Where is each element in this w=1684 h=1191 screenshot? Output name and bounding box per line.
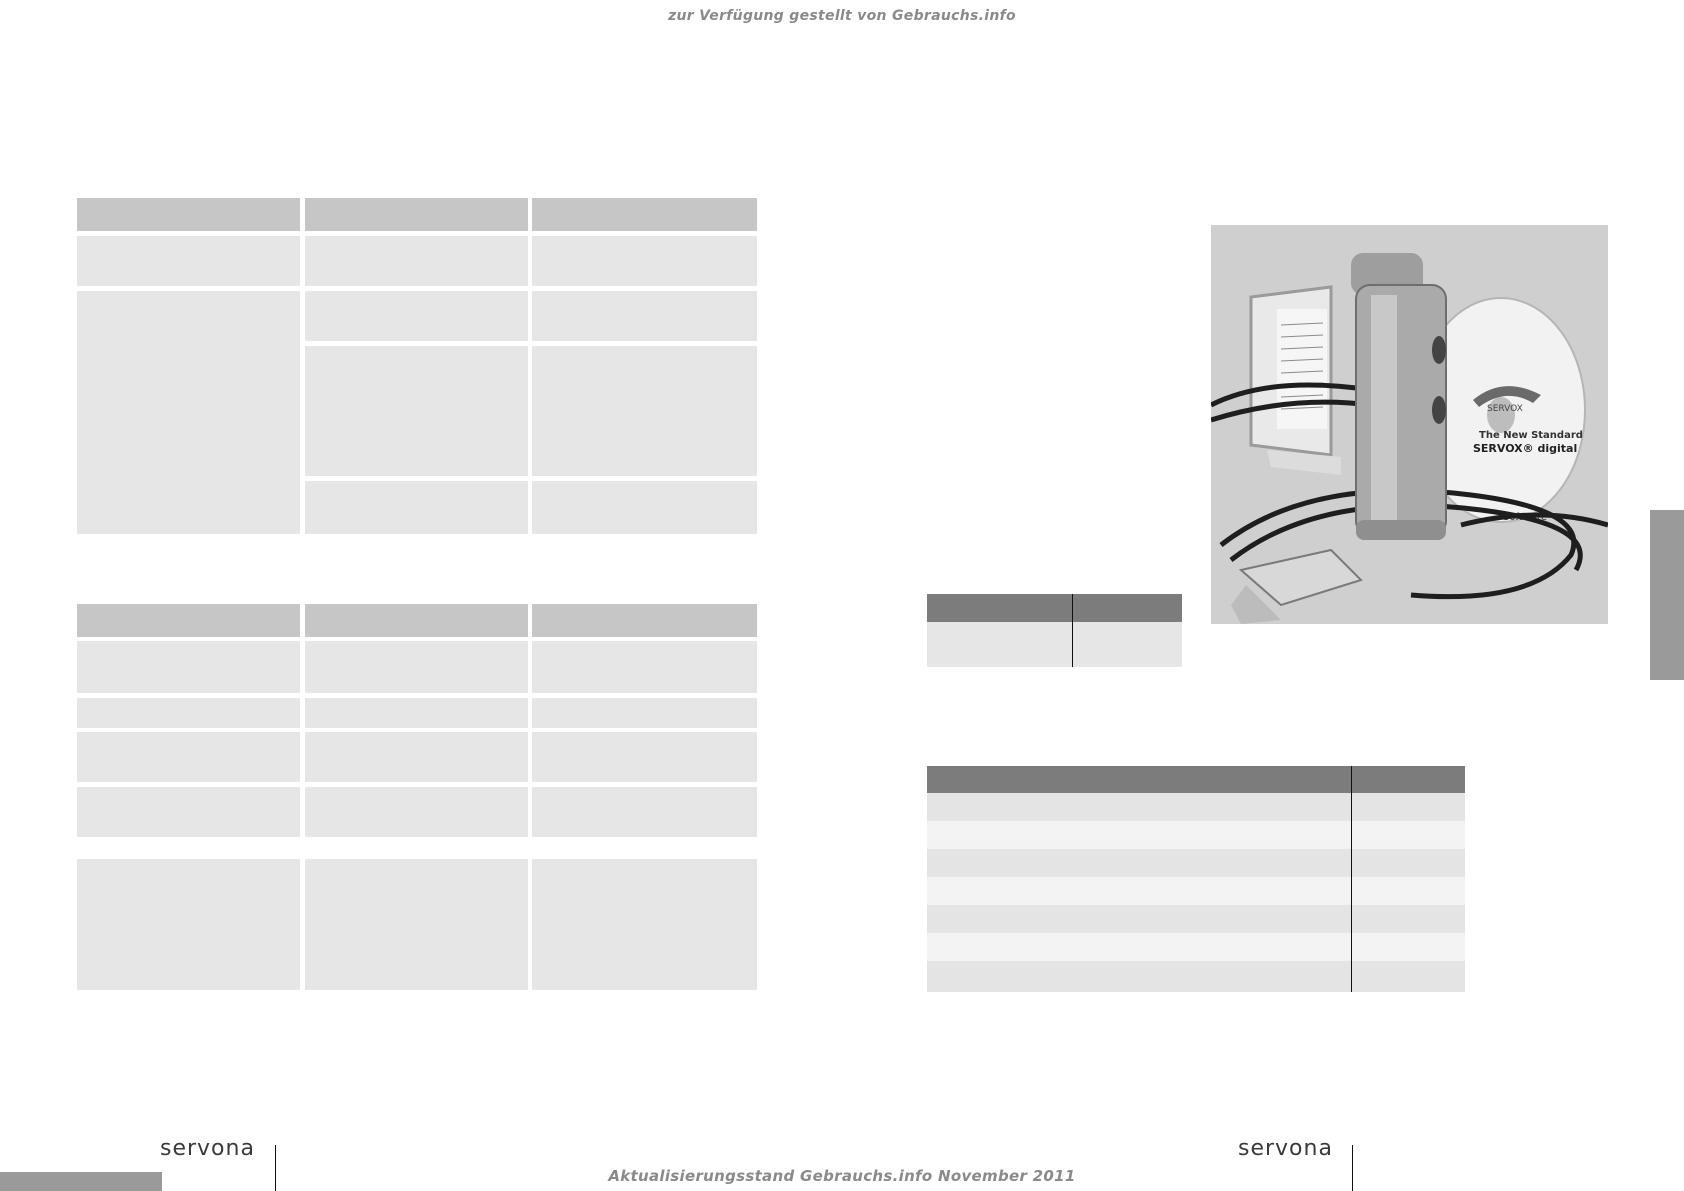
table1-cell	[532, 481, 757, 534]
logo-left: servona	[160, 1136, 255, 1161]
table3-cell	[532, 859, 757, 990]
table2-cell	[305, 641, 528, 693]
table1-cell	[305, 481, 528, 534]
table2-cell	[77, 698, 300, 728]
source-banner: zur Verfügung gestellt von Gebrauchs.info	[668, 8, 1016, 24]
table2-cell	[532, 641, 757, 693]
striped-table-divider	[1351, 766, 1352, 992]
table1-header-cell	[532, 198, 757, 231]
table1-cell	[532, 236, 757, 286]
table1-header-cell	[77, 198, 300, 231]
small-table-divider	[1072, 594, 1073, 667]
small-table-header-cell	[927, 594, 1072, 622]
striped-table-row	[927, 905, 1465, 933]
cd-line2-text: SERVOX® digital	[1473, 442, 1578, 455]
servox-product-illustration	[1211, 225, 1608, 624]
logo-right: servona	[1238, 1136, 1333, 1161]
table2-cell	[532, 787, 757, 837]
table2-cell	[532, 698, 757, 728]
table1-cell	[532, 291, 757, 341]
striped-table-header-cell	[1352, 766, 1465, 793]
side-tab-marker	[1650, 510, 1684, 680]
table2-cell	[77, 732, 300, 782]
striped-table-row	[927, 793, 1465, 821]
table1-merged-cell	[77, 291, 300, 534]
table1-cell	[305, 291, 528, 341]
table2-cell	[532, 732, 757, 782]
product-photo	[1211, 225, 1608, 624]
cd-label-text: Software	[1503, 512, 1548, 523]
table2-header-cell	[77, 604, 300, 637]
table1-cell	[305, 346, 528, 476]
table2-cell	[305, 732, 528, 782]
cd-line1-text: The New Standard	[1479, 430, 1583, 441]
small-table-cell	[1073, 622, 1182, 667]
table1-header-cell	[305, 198, 528, 231]
striped-table-row	[927, 933, 1465, 961]
table2-header-cell	[305, 604, 528, 637]
striped-table-row	[927, 961, 1465, 992]
striped-table-row	[927, 821, 1465, 849]
cd-brand-text: SERVOX	[1487, 404, 1523, 414]
table1-cell	[532, 346, 757, 476]
table2-header-cell	[532, 604, 757, 637]
table2-cell	[305, 787, 528, 837]
striped-table-header-cell	[927, 766, 1351, 793]
small-table-cell	[927, 622, 1072, 667]
table1-cell	[77, 236, 300, 286]
table2-cell	[305, 698, 528, 728]
table3-cell	[305, 859, 528, 990]
striped-table-row	[927, 877, 1465, 905]
table3-cell	[77, 859, 300, 990]
footer-update-note: Aktualisierungsstand Gebrauchs.info November 2011	[608, 1167, 1076, 1185]
small-table-header-cell	[1073, 594, 1182, 622]
table2-cell	[77, 787, 300, 837]
striped-table-row	[927, 849, 1465, 877]
table2-cell	[77, 641, 300, 693]
table1-cell	[305, 236, 528, 286]
